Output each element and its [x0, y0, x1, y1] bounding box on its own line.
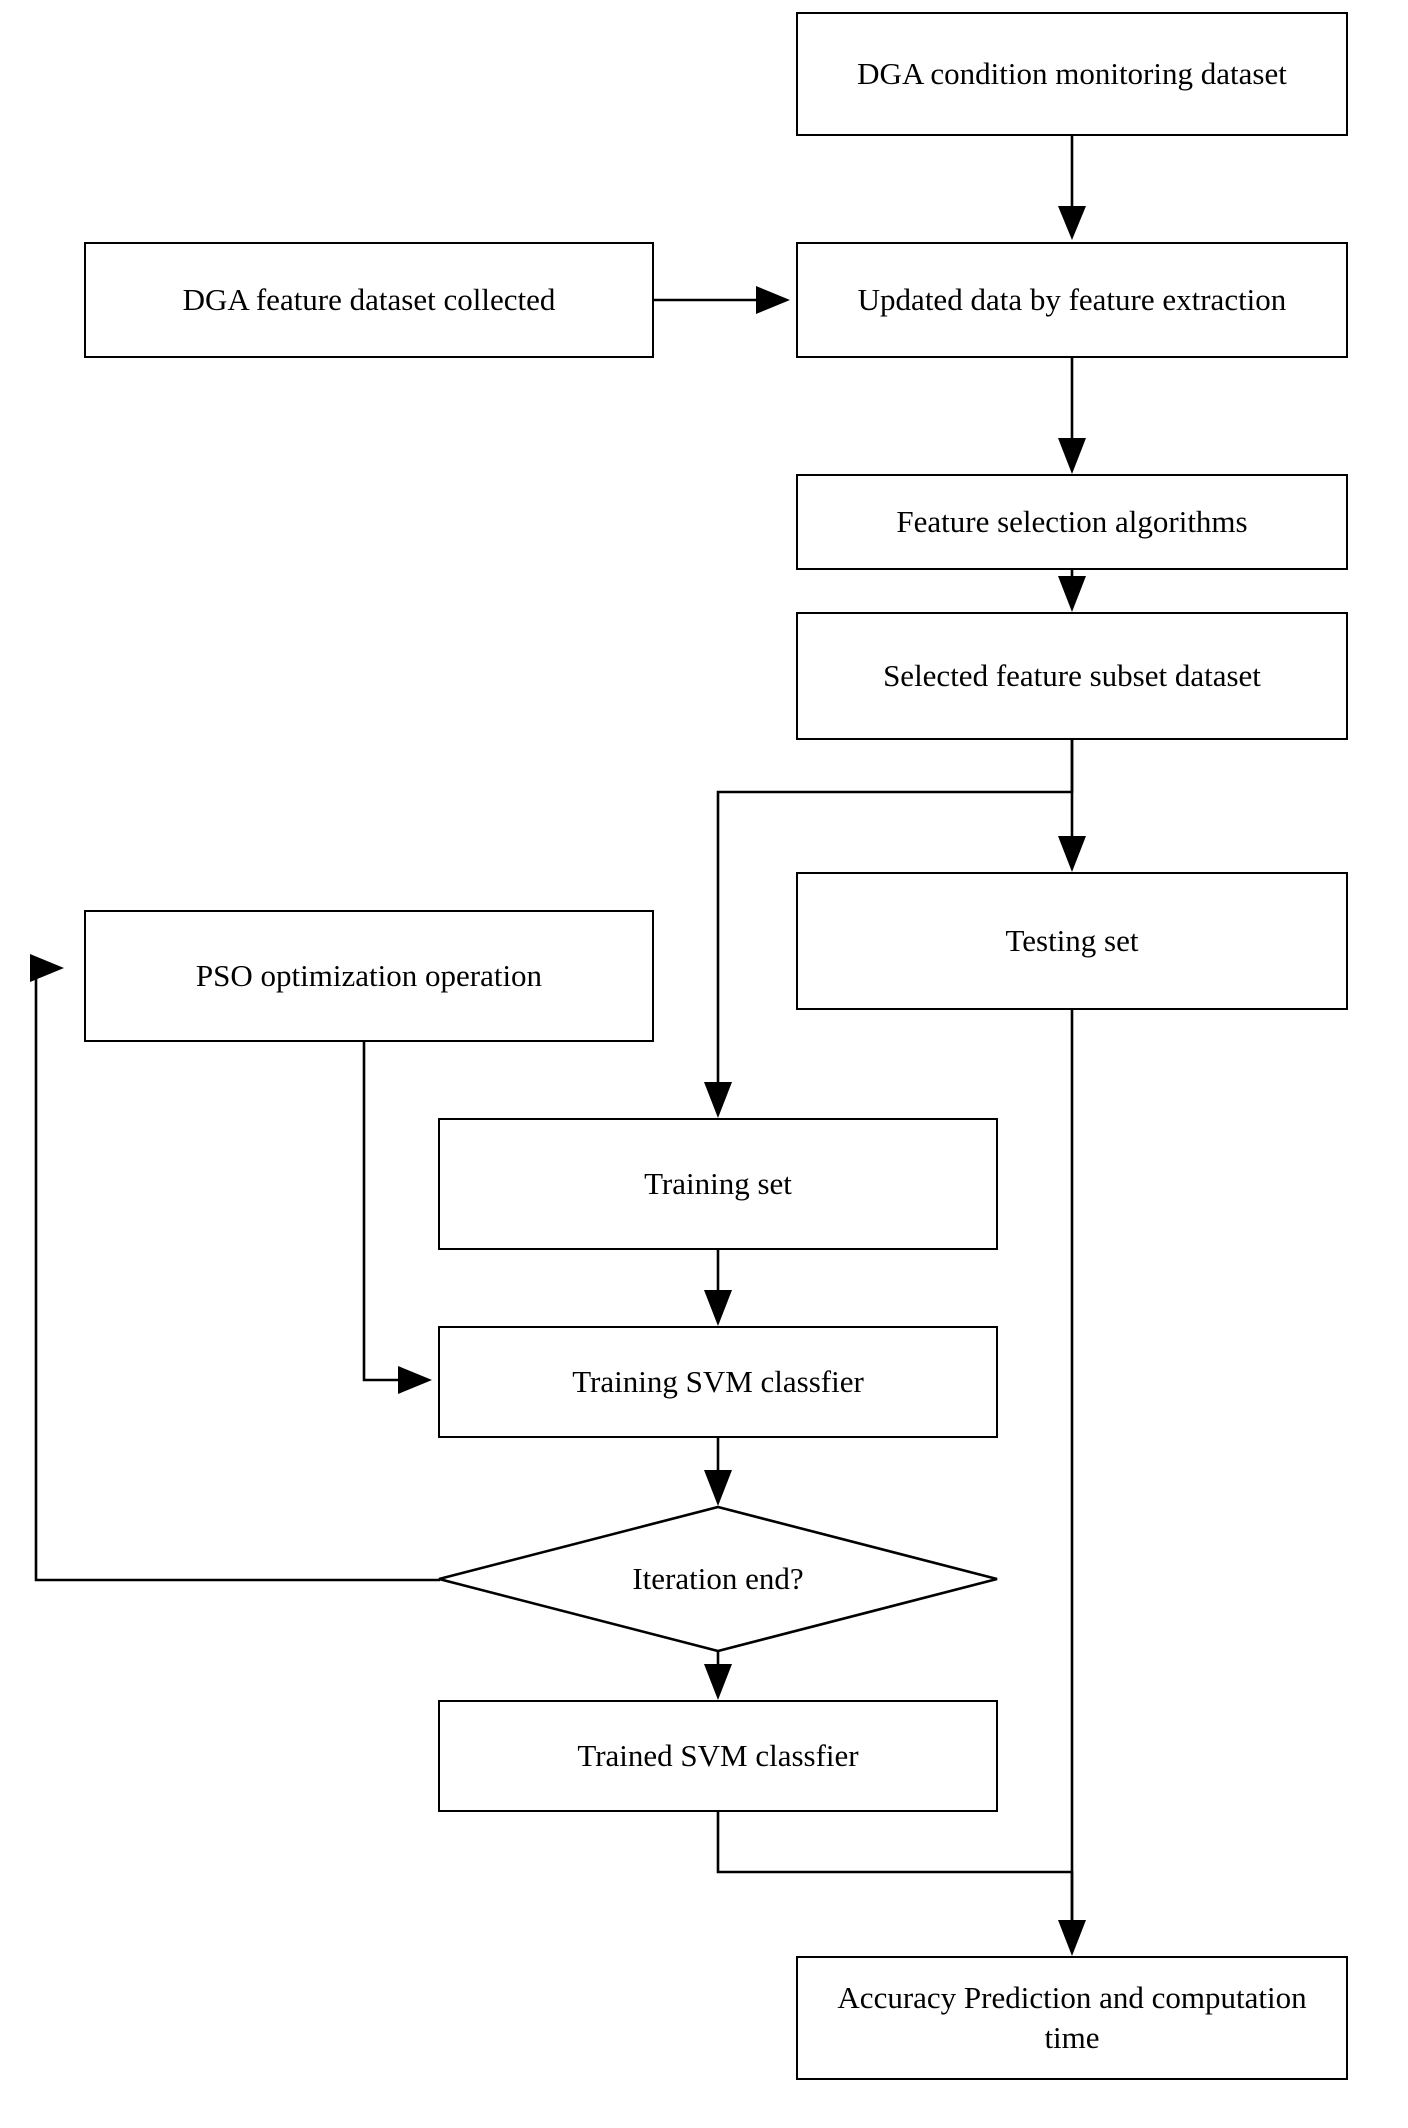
node-label: PSO optimization operation: [195, 958, 543, 994]
node-label: Trained SVM classfier: [577, 1738, 859, 1774]
node-label: DGA condition monitoring dataset: [857, 56, 1287, 92]
node-accuracy-prediction-and-computation-time[interactable]: [796, 1956, 1348, 2080]
node-label: Testing set: [1005, 923, 1139, 959]
node-feature-selection-algorithms[interactable]: [796, 474, 1348, 570]
node-label: DGA feature dataset collected: [182, 282, 556, 318]
node-iteration-end-decision[interactable]: [438, 1506, 998, 1652]
node-trained-svm-classfier[interactable]: [438, 1700, 998, 1812]
node-dga-feature-dataset-collected[interactable]: [84, 242, 654, 358]
node-label: Training set: [644, 1166, 792, 1202]
node-testing-set[interactable]: [796, 872, 1348, 1010]
node-dga-condition-monitoring-dataset[interactable]: [796, 12, 1348, 136]
node-label: Training SVM classfier: [572, 1364, 864, 1400]
node-label: Iteration end?: [632, 1561, 804, 1596]
node-label: Feature selection algorithms: [896, 504, 1248, 540]
node-label: Updated data by feature extraction: [857, 282, 1287, 318]
node-label: Selected feature subset dataset: [883, 658, 1261, 694]
node-pso-optimization-operation[interactable]: [84, 910, 654, 1042]
node-training-svm-classfier[interactable]: [438, 1326, 998, 1438]
node-selected-feature-subset-dataset[interactable]: [796, 612, 1348, 740]
node-label: Accuracy Prediction and computation time: [837, 1980, 1307, 2055]
node-training-set[interactable]: [438, 1118, 998, 1250]
node-updated-data-by-feature-extraction[interactable]: [796, 242, 1348, 358]
